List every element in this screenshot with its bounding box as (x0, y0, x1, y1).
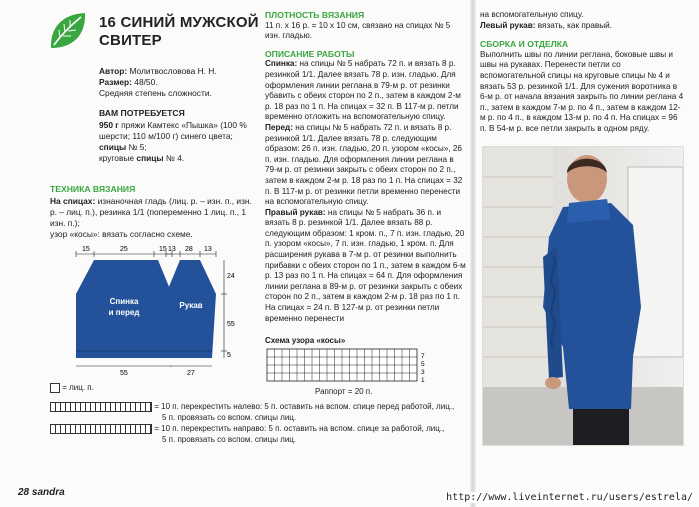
density-heading: ПЛОТНОСТЬ ВЯЗАНИЯ (265, 10, 365, 20)
front-top-2: 25 (120, 246, 128, 253)
technique-heading: ТЕХНИКА ВЯЗАНИЯ (50, 184, 136, 194)
front-bottom: 55 (120, 370, 128, 377)
pattern-meta (99, 66, 259, 99)
needles-size: № 5; (128, 142, 147, 152)
leaf-icon (48, 10, 88, 52)
difficulty: Средняя степень сложности. (99, 88, 212, 98)
legend-knit-text: = лиц. п. (62, 383, 94, 393)
technique-needles-text: изнаночная гладь (лиц. р. – изн. п., изн. р. – лиц. п.), резинка 1/1 (попеременно 1 лиц. п., 1 изн. п.); (50, 196, 252, 228)
page-title (99, 14, 269, 50)
front-back-label-2: и перед (108, 308, 140, 317)
legend-cross-right-cont: 5 п. провязать со вспом. спицы лиц. (162, 435, 297, 444)
left-sleeve-label: Левый рукав: (480, 20, 536, 30)
left-sleeve-text: вязать, как правый. (537, 20, 612, 30)
title-line-2: СВИТЕР (99, 32, 162, 49)
legend-knit (50, 383, 470, 394)
legend-cross-left-text: = 10 п. перекрестить налево: 5 п. оставить на вспом. спице перед работой, лиц., (154, 402, 455, 412)
right-sleeve-text: на спицы № 5 набрать 36 п. и вязать 8 р. резинкой 1/1. Далее вязать 88 р. следующим образом: 1 кром. п., 7 п. изн. гладью, 20 п. узором «косы», 7 п. изн. гладью, 1 кром. п. Для расширения рукава в 7-м р. от резинки выполнить прибавки с обеих сторон по 1 п., затем в каждом 6-м р. 13 раз по 1 п. На спицах = 64 п. Для оформления линии реглана в 89-м р. от резинки закрыть с обеих сторон по 2 п., затем в каждом 2-м р. 18 раз по 1 п. На спицах = 24 п. В 127-м р. от резинки петли временно перенести (265, 207, 466, 323)
scheme-row-3: 3 (421, 369, 425, 376)
sleeve-side-2: 55 (227, 321, 235, 328)
yarn-text: пряжи Камтекс «Пышка» (100 % шерсти; 110 м/100 г) синего цвета; (99, 120, 247, 141)
sleeve-diagram (158, 242, 238, 382)
circular-needles-size: № 4. (165, 153, 185, 163)
legend-cross-right (50, 424, 470, 435)
assembly-heading: СБОРКА И ОТДЕЛКА (480, 39, 569, 50)
circular-needles-label: спицы (136, 153, 164, 163)
front-top-3: 15 (159, 246, 167, 253)
sweater-photo (482, 146, 684, 446)
sleeve-label: Рукав (179, 301, 203, 310)
front-back-label-1: Спинка (109, 297, 139, 306)
density-text: 11 п. х 16 р. = 10 х 10 см, связано на спицах № 5 изн. гладью. (265, 20, 451, 41)
legend-cross-left-cont: 5 п. провязать со вспом. спицы лиц. (162, 413, 297, 422)
yarn-amount: 950 г (99, 120, 119, 130)
scheme-legend (50, 383, 470, 446)
needles-label: спицы (99, 142, 127, 152)
sleeve-top-2: 28 (185, 246, 193, 253)
size-value: 48/50. (134, 77, 158, 87)
scheme-row-5: 5 (421, 361, 425, 368)
sleeve-bottom: 27 (187, 370, 195, 377)
technique-cable: узор «косы»: вязать согласно схеме. (50, 229, 193, 239)
front-label: Перед: (265, 122, 293, 132)
scheme-grid (265, 347, 435, 387)
scheme-title: Схема узора «косы» (265, 336, 346, 345)
rapport: Раппорт = 20 п. (315, 387, 373, 396)
page-number: 28 sandra (18, 487, 65, 498)
description-heading: ОПИСАНИЕ РАБОТЫ (265, 48, 355, 59)
instructions-column (265, 10, 467, 324)
legend-cross-right-text: = 10 п. перекрестить направо: 5 п. оставить на вспом. спице за работой, лиц., (154, 424, 445, 434)
continuation-text: на вспомогательную спицу. (480, 10, 584, 19)
sleeve-side-1: 24 (227, 273, 235, 280)
author-label: Автор: (99, 66, 128, 76)
assembly-text: Выполнить швы по линии реглана, боковые швы и швы на рукавах. Перенести петли со вспомогательной спицы на круговые спицы № 4 и вязать 53 р. резинкой 1/1. Для сужения воротника в 6-м р. от начала вязания закрыть по линии реглана 4 п., затем в каждом 7-м р. по 4 п., затем в каждом 12-м р. по 4 п., в каждом 13-м р. по 4 п. На спицах = 96 п. В 54-м р. все петли закрыть в одном ряду. (480, 49, 684, 133)
size-label: Размер: (99, 77, 132, 87)
circular-prefix: круговые (99, 153, 135, 163)
author-value: Молитвословова Н. Н. (129, 66, 217, 76)
front-top-1: 15 (82, 246, 90, 253)
sleeve-top-1: 13 (168, 246, 176, 253)
materials-heading: ВАМ ПОТРЕБУЕТСЯ (99, 108, 185, 118)
back-label: Спинка: (265, 59, 298, 69)
scheme-row-7: 7 (421, 353, 425, 360)
legend-cross-left (50, 402, 470, 413)
sleeve-side-3: 5 (227, 352, 231, 359)
assembly-column (480, 10, 685, 135)
materials-section (99, 108, 261, 164)
scheme-row-1: 1 (421, 377, 425, 384)
source-url[interactable]: http://www.liveinternet.ru/users/estrela/ (446, 492, 693, 503)
technique-section (50, 184, 260, 240)
sleeve-top-3: 13 (204, 246, 212, 253)
front-text: на спицы № 5 набрать 72 п. и вязать 8 р. резинкой 1/1. Далее вязать 78 р. следующим образом: 26 п. изн. гладью, 20 п. узором «косы», 26 п. изн. гладью. Для оформления линии реглана в 79-м р. от резинки закрыть с обеих сторон по 2 п., затем в каждом 2-м р. 18 раз по 1 п. На спицах = 32 п. В 117-м р. от резинки петли временно перенести на вспомогательную спицу. (265, 122, 463, 207)
page-gutter (470, 0, 476, 507)
back-text: на спицы № 5 набрать 72 п. и вязать 8 р. резинкой 1/1. Далее вязать 78 р. изн. гладью. Для оформления линии реглана в 79-м р. от резинки убавить с обеих сторон по 2 п., затем в каждом 2-м р. 18 раз по 1 п. На спицах = 32 п. В 117-м р. петли временно отложить на вспомогательную спицу. (265, 59, 461, 122)
right-sleeve-label: Правый рукав: (265, 207, 326, 217)
technique-needles-label: На спицах: (50, 196, 96, 206)
title-line-1: 16 СИНИЙ МУЖСКОЙ (99, 14, 259, 31)
